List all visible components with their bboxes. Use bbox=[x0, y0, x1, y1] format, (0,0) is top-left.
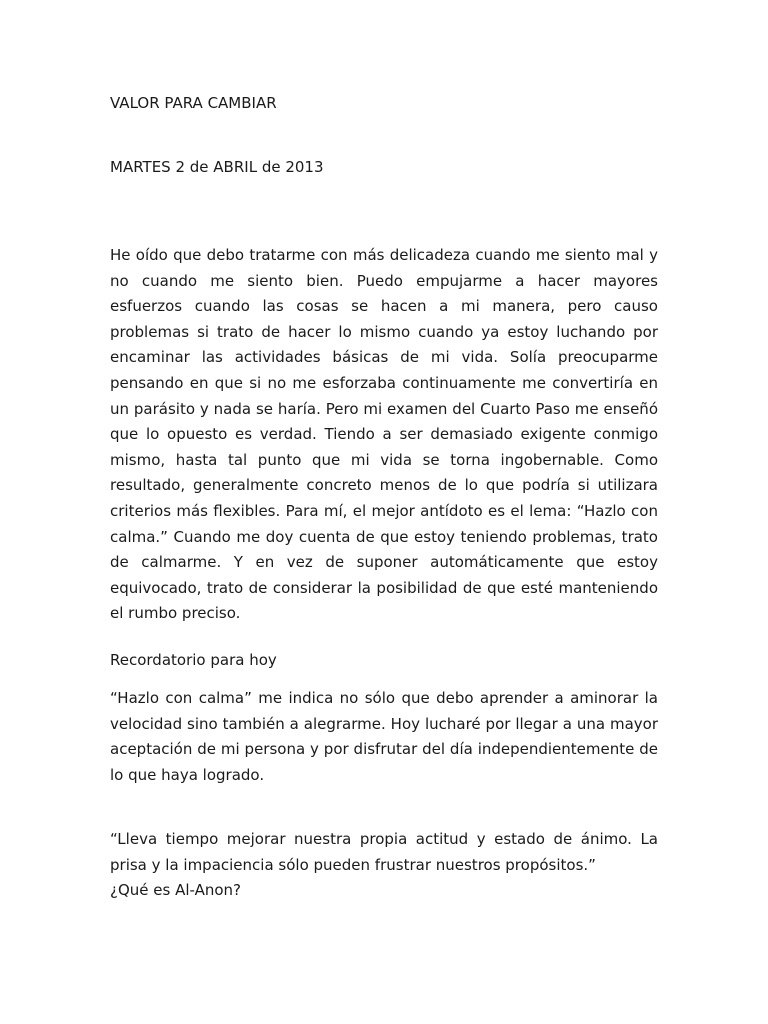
quote-text: “Lleva tiempo mejorar nuestra propia actitud y estado de ánimo. La prisa y la impaciencia sólo pueden frustrar nuestros propósitos.” bbox=[110, 830, 658, 874]
document-date: MARTES 2 de ABRIL de 2013 bbox=[110, 158, 324, 176]
document-title: VALOR PARA CAMBIAR bbox=[110, 94, 277, 112]
reminder-paragraph: “Hazlo con calma” me indica no sólo que debo aprender a aminorar la velocidad sino también a alegrarme. Hoy lucharé por llegar a una mayor aceptación de mi persona y por disfrutar del día independientemente de lo que haya logrado. bbox=[110, 689, 658, 784]
quote-source: ¿Qué es Al-Anon? bbox=[110, 881, 242, 900]
reminder-heading: Recordatorio para hoy bbox=[110, 651, 277, 669]
quote-block bbox=[110, 827, 658, 904]
body-paragraph: He oído que debo tratarme con más delicadeza cuando me siento mal y no cuando me siento bien. Puedo empujarme a hacer mayores esfuerzos cuando las cosas se hacen a mi manera, pero causo problemas si trato de hacer lo mismo cuando ya estoy luchando por encaminar las actividades básicas de mi vida. Solía preocuparme pensando en que si no me esforzaba continuamente me convertiría en un parásito y nada se haría. Pero mi examen del Cuarto Paso me enseñó que lo opuesto es verdad. Tiendo a ser demasiado exigente conmigo mismo, hasta tal punto que mi vida se torna ingobernable. Como resultado, generalmente concreto menos de lo que podría si utilizara criterios más flexibles. Para mí, el mejor antídoto es el lema: “Hazlo con calma.” Cuando me doy cuenta de que estoy teniendo problemas, trato de calmarme. Y en vez de suponer automáticamente que estoy equivocado, trato de considerar la posibilidad de que esté manteniendo el rumbo preciso. bbox=[110, 246, 658, 623]
